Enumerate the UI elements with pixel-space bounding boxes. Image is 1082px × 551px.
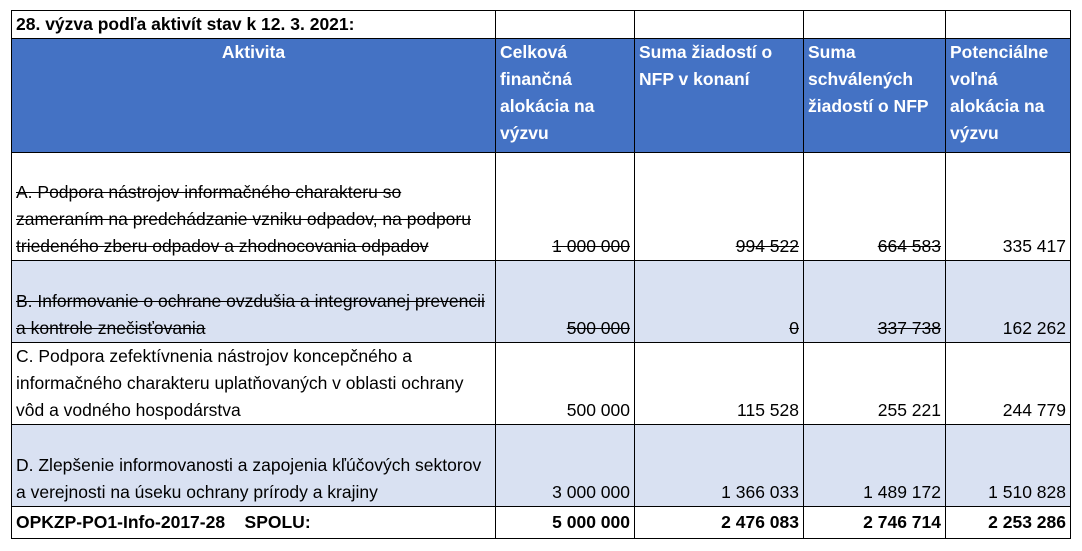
approved-cell: 255 221 xyxy=(804,343,946,425)
allocation-cell: 500 000 xyxy=(496,343,635,425)
available-cell: 162 262 xyxy=(946,261,1071,343)
header-available: Potenciálne voľná alokácia na výzvu xyxy=(946,39,1071,153)
allocation-cell: 1 000 000 xyxy=(496,153,635,261)
available-cell: 1 510 828 xyxy=(946,425,1071,507)
pending-cell: 0 xyxy=(635,261,804,343)
header-approved: Suma schválených žiadostí o NFP xyxy=(804,39,946,153)
header-allocation: Celková finančná alokácia na výzvu xyxy=(496,39,635,153)
table-row-c xyxy=(12,343,1071,425)
activity-cell: C. Podpora zefektívnenia nástrojov koncepčného a informačného charakteru uplatňovaných v oblasti ochrany vôd a vodného hospodárstva xyxy=(12,343,496,425)
total-available: 2 253 286 xyxy=(946,507,1071,539)
table-title: 28. výzva podľa aktivít stav k 12. 3. 2021: xyxy=(12,11,496,39)
approved-cell: 337 738 xyxy=(804,261,946,343)
table-row-a xyxy=(12,153,1071,261)
pending-cell: 1 366 033 xyxy=(635,425,804,507)
allocation-cell: 500 000 xyxy=(496,261,635,343)
pending-cell: 994 522 xyxy=(635,153,804,261)
empty-cell xyxy=(496,11,635,39)
total-code: OPKZP-PO1-Info-2017-28 xyxy=(16,512,226,532)
header-row xyxy=(12,39,1071,153)
empty-cell xyxy=(635,11,804,39)
total-approved: 2 746 714 xyxy=(804,507,946,539)
header-activity: Aktivita xyxy=(12,39,496,153)
total-label: SPOLU: xyxy=(244,512,311,532)
table-row-b xyxy=(12,261,1071,343)
allocation-table xyxy=(11,10,1071,539)
total-label-cell xyxy=(12,507,496,539)
allocation-cell: 3 000 000 xyxy=(496,425,635,507)
empty-cell xyxy=(946,11,1071,39)
available-cell: 244 779 xyxy=(946,343,1071,425)
title-row xyxy=(12,11,1071,39)
total-row xyxy=(12,507,1071,539)
approved-cell: 1 489 172 xyxy=(804,425,946,507)
total-allocation: 5 000 000 xyxy=(496,507,635,539)
table-row-d xyxy=(12,425,1071,507)
activity-cell: B. Informovanie o ochrane ovzdušia a integrovanej prevencii a kontrole znečisťovania xyxy=(12,261,496,343)
activity-cell: D. Zlepšenie informovanosti a zapojenia kľúčových sektorov a verejnosti na úseku ochrany prírody a krajiny xyxy=(12,425,496,507)
header-pending: Suma žiadostí o NFP v konaní xyxy=(635,39,804,153)
pending-cell: 115 528 xyxy=(635,343,804,425)
approved-cell: 664 583 xyxy=(804,153,946,261)
total-pending: 2 476 083 xyxy=(635,507,804,539)
available-cell: 335 417 xyxy=(946,153,1071,261)
activity-cell: A. Podpora nástrojov informačného charakteru so zameraním na predchádzanie vzniku odpadov, na podporu triedeného zberu odpadov a zhodnocovania odpadov xyxy=(12,153,496,261)
empty-cell xyxy=(804,11,946,39)
